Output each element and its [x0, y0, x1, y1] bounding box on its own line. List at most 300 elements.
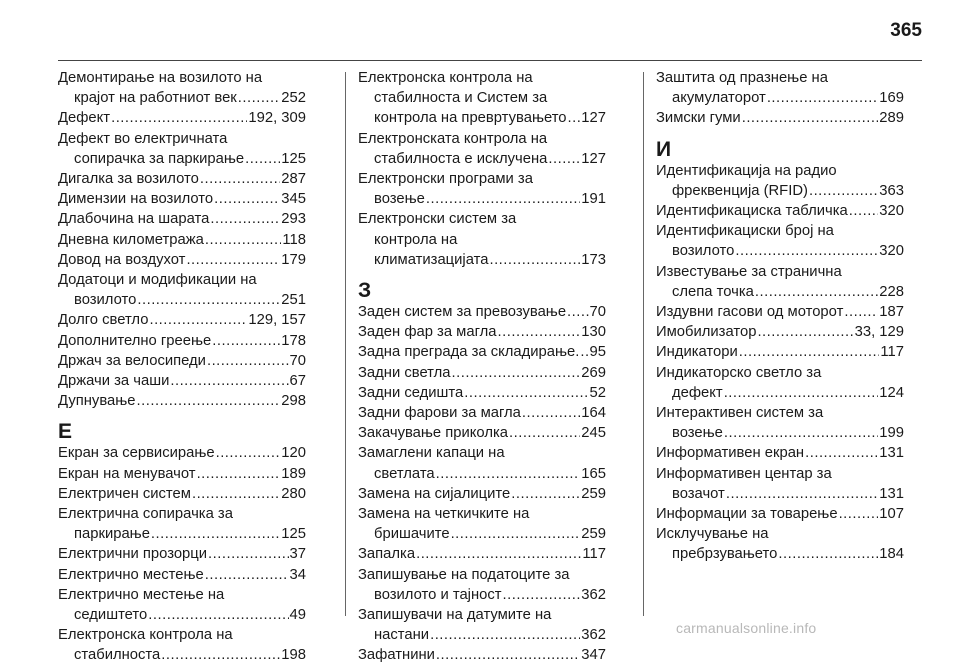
page-reference: 184: [879, 546, 904, 563]
index-column-3: [656, 68, 904, 565]
index-entry: [58, 371, 306, 391]
index-term: паркирање: [74, 526, 150, 543]
index-entry-line: [656, 504, 904, 524]
index-term: Држачи за чаши: [58, 373, 170, 390]
index-entry-line: [656, 302, 904, 322]
index-column-2: [358, 68, 606, 666]
index-term: возилото и тајност: [374, 586, 502, 603]
index-entry-line: [58, 391, 306, 411]
index-entry-line: [358, 423, 606, 443]
index-entry: [358, 129, 606, 169]
dot-leader: [503, 585, 581, 605]
index-entry: [656, 524, 904, 564]
index-entry-line: [358, 189, 606, 209]
index-term: Индикатори: [656, 344, 738, 361]
dot-leader: [509, 423, 580, 443]
index-term: Електрично местење: [58, 566, 204, 583]
index-term: дефект: [672, 384, 723, 401]
index-entry: [358, 645, 606, 665]
index-entry-line: [58, 645, 306, 665]
index-entry: [58, 443, 306, 463]
dot-leader: [844, 302, 878, 322]
index-term: Демонтирање на возилото на: [58, 70, 263, 86]
index-entry: [358, 209, 606, 270]
index-term: Запишување на податоците за: [358, 566, 570, 583]
index-entry: [358, 383, 606, 403]
dot-leader: [580, 342, 588, 362]
index-term: Задни светла: [358, 364, 451, 381]
page-reference: 259: [581, 485, 606, 502]
index-term: Дефект: [58, 110, 111, 127]
index-term: Електричен систем: [58, 485, 191, 502]
dot-leader: [742, 108, 879, 128]
column-divider: [643, 72, 644, 616]
dot-leader: [245, 149, 280, 169]
index-term: Електронски систем за: [358, 211, 517, 228]
page-reference: 251: [281, 292, 306, 309]
index-term: Долго светло: [58, 312, 149, 329]
index-term: Замена на сијалиците: [358, 485, 511, 502]
dot-leader: [755, 282, 878, 302]
dot-leader: [137, 391, 281, 411]
index-term: Издувни гасови од моторот: [656, 304, 844, 321]
index-entry-line: [358, 342, 606, 362]
index-entry-line: [656, 161, 904, 181]
index-entry: [358, 342, 606, 362]
index-term: Замаглени капаци на: [358, 445, 505, 462]
index-term: возење: [672, 425, 723, 442]
index-term: Известување за странична: [656, 263, 842, 280]
index-term: Идентификација на радио: [656, 162, 837, 179]
page-reference: 189: [281, 465, 306, 482]
page-reference: 33, 129: [854, 324, 904, 341]
page-reference: 298: [281, 393, 306, 410]
dot-leader: [161, 645, 280, 665]
index-column-1: [58, 68, 306, 666]
index-entry-line: [58, 108, 306, 128]
page-reference: 49: [289, 607, 306, 624]
page-reference: 173: [581, 251, 606, 268]
page-reference: 293: [281, 211, 306, 228]
dot-leader: [238, 88, 281, 108]
page-reference: 363: [879, 182, 904, 199]
index-entry: [358, 565, 606, 605]
index-entry-line: [58, 443, 306, 463]
index-entry: [58, 565, 306, 585]
dot-leader: [724, 383, 879, 403]
page-reference: 347: [581, 647, 606, 664]
page-reference: 95: [589, 344, 606, 361]
index-entry: [358, 302, 606, 322]
index-term: бришачите: [374, 526, 450, 543]
index-term: Електронската контрола на: [358, 130, 548, 147]
page-reference: 280: [281, 485, 306, 502]
dot-leader: [111, 108, 247, 128]
page-reference: 131: [879, 445, 904, 462]
page-reference: 37: [289, 546, 306, 563]
index-entry: [58, 484, 306, 504]
index-entry-line: [58, 129, 306, 149]
page-reference: 127: [581, 150, 606, 167]
index-entry-line: [656, 544, 904, 564]
index-entry: [58, 331, 306, 351]
index-entry-line: [656, 403, 904, 423]
index-entry: [656, 403, 904, 443]
dot-leader: [192, 484, 280, 504]
index-entry-line: [656, 108, 904, 128]
index-entry: [58, 230, 306, 250]
page-reference: 228: [879, 283, 904, 300]
index-entry: [58, 504, 306, 544]
page-reference: 320: [879, 203, 904, 220]
index-term: Длабочина на шарата: [58, 211, 210, 228]
page-reference: 34: [289, 566, 306, 583]
index-entry-line: [358, 484, 606, 504]
index-term: контрола на: [374, 231, 458, 248]
index-term: Дупнување: [58, 393, 136, 410]
dot-leader: [205, 565, 289, 585]
index-entry: [58, 189, 306, 209]
index-term: Дополнително греење: [58, 332, 212, 349]
dot-leader: [451, 524, 581, 544]
index-entry: [358, 322, 606, 342]
index-term: стабилноста и Систем за: [374, 90, 548, 107]
dot-leader: [548, 149, 580, 169]
dot-leader: [197, 464, 281, 484]
index-term: светлата: [374, 465, 435, 482]
page-reference: 192, 309: [248, 110, 306, 127]
index-entry-line: [58, 524, 306, 544]
section-letter: И: [656, 137, 672, 161]
dot-leader: [767, 88, 878, 108]
index-entry: [656, 322, 904, 342]
index-term: Информативен центар за: [656, 465, 832, 482]
index-term: Држач за велосипеди: [58, 352, 206, 369]
index-entry-line: [358, 230, 606, 250]
index-entry: [58, 544, 306, 564]
index-entry-line: [358, 464, 606, 484]
index-term: сопирачка за паркирање: [74, 150, 245, 167]
index-term: Индикаторско светло за: [656, 364, 822, 381]
index-term: Задни седишта: [358, 384, 464, 401]
index-term: Зимски гуми: [656, 110, 741, 127]
index-entry: [358, 169, 606, 209]
index-term: Електрична сопирачка за: [58, 506, 233, 523]
index-term: Задна преграда за складирање.: [358, 344, 580, 361]
index-entry-line: [58, 484, 306, 504]
page-reference: 320: [879, 243, 904, 260]
index-entry-line: [58, 371, 306, 391]
index-entry: [58, 250, 306, 270]
dot-leader: [426, 189, 580, 209]
page-reference: 117: [582, 546, 606, 563]
index-entry: [358, 484, 606, 504]
dot-leader: [216, 443, 281, 463]
page-reference: 169: [879, 90, 904, 107]
index-entry-line: [358, 149, 606, 169]
index-entry-line: [656, 88, 904, 108]
index-entry-line: [358, 250, 606, 270]
index-term: контрола на превртувањето: [374, 110, 567, 127]
page-reference: 125: [281, 150, 306, 167]
index-term: Запишувачи на датумите на: [358, 607, 552, 624]
column-divider: [345, 72, 346, 616]
dot-leader: [726, 484, 878, 504]
dot-leader: [170, 371, 288, 391]
page-reference: 70: [289, 352, 306, 369]
index-term: пребрзувањето: [672, 546, 778, 563]
dot-leader: [207, 351, 289, 371]
index-entry-line: [656, 221, 904, 241]
index-entry: [58, 351, 306, 371]
page-reference: 127: [581, 110, 606, 127]
page-reference: 164: [581, 405, 606, 422]
index-entry: [58, 169, 306, 189]
page-reference: 67: [289, 373, 306, 390]
index-entry: [58, 209, 306, 229]
dot-leader: [430, 625, 580, 645]
index-entry: [656, 464, 904, 504]
index-term: акумулаторот: [672, 90, 766, 107]
index-entry: [656, 342, 904, 362]
index-term: Идентификациски број на: [656, 223, 834, 240]
index-entry-line: [656, 363, 904, 383]
page-reference: 129, 157: [248, 312, 306, 329]
page-reference: 124: [879, 384, 904, 401]
dot-leader: [214, 189, 280, 209]
page-reference: 52: [589, 384, 606, 401]
index-term: Заштита од празнење на: [656, 70, 828, 86]
index-entry-line: [656, 464, 904, 484]
page-reference: 245: [581, 425, 606, 442]
index-term: Дефект во електричната: [58, 130, 228, 147]
index-term: возење: [374, 191, 425, 208]
page-reference: 362: [581, 627, 606, 644]
page-reference: 289: [879, 110, 904, 127]
index-term: Замена на четкичките на: [358, 506, 530, 523]
index-entry: [656, 161, 904, 201]
dot-leader: [778, 544, 878, 564]
index-term: Електронска контрола на: [58, 627, 233, 644]
index-term: климатизацијата: [374, 251, 489, 268]
index-entry-line: [58, 605, 306, 625]
index-term: возачот: [672, 485, 725, 502]
index-entry-line: [656, 68, 904, 88]
index-entry: [58, 391, 306, 411]
index-term: Исклучување на: [656, 526, 769, 543]
index-entry-line: [656, 484, 904, 504]
index-entry-line: [358, 443, 606, 463]
index-entry: [58, 625, 306, 665]
index-term: Електронска контрола на: [358, 70, 533, 86]
index-entry-line: [358, 544, 606, 564]
page-reference: 345: [281, 191, 306, 208]
index-entry-line: [358, 585, 606, 605]
page-reference: 252: [281, 90, 306, 107]
index-entry-line: [656, 524, 904, 544]
index-term: Дневна километража: [58, 231, 204, 248]
index-entry: [358, 443, 606, 483]
index-entry-line: [358, 302, 606, 322]
page-reference: 118: [282, 231, 306, 248]
page-reference: 187: [879, 304, 904, 321]
index-entry: [656, 68, 904, 108]
section-letter: З: [358, 279, 372, 303]
dot-leader: [805, 443, 878, 463]
index-entry-line: [656, 262, 904, 282]
page-reference: 191: [581, 191, 606, 208]
index-entry-line: [656, 201, 904, 221]
dot-leader: [464, 383, 588, 403]
index-entry: [656, 302, 904, 322]
index-term: Екран на менувачот: [58, 465, 196, 482]
index-entry-line: [656, 342, 904, 362]
index-entry-line: [58, 189, 306, 209]
index-entry: [656, 504, 904, 524]
page-number: 365: [890, 20, 922, 41]
index-entry: [358, 544, 606, 564]
index-entry-line: [358, 88, 606, 108]
index-term: стабилноста: [74, 647, 161, 664]
index-term: Заден фар за магла: [358, 324, 497, 341]
page-reference: 362: [581, 586, 606, 603]
index-entry-line: [58, 250, 306, 270]
index-entry-line: [58, 625, 306, 645]
index-entry-line: [58, 88, 306, 108]
index-entry: [58, 464, 306, 484]
index-entry-line: [58, 149, 306, 169]
page-reference: 179: [281, 251, 306, 268]
page-reference: 125: [281, 526, 306, 543]
index-term: настани: [374, 627, 430, 644]
dot-leader: [200, 169, 280, 189]
dot-leader: [839, 504, 879, 524]
index-entry-line: [656, 241, 904, 261]
page-reference: 107: [879, 506, 904, 523]
index-entry: [656, 363, 904, 403]
index-entry: [58, 129, 306, 169]
index-term: Електрични прозорци: [58, 546, 208, 563]
index-term: седиштето: [74, 607, 148, 624]
index-entry-line: [58, 230, 306, 250]
dot-leader: [205, 230, 282, 250]
dot-leader: [568, 108, 581, 128]
dot-leader: [739, 342, 880, 362]
dot-leader: [436, 645, 580, 665]
index-entry-line: [58, 209, 306, 229]
dot-leader: [724, 423, 878, 443]
index-entry-line: [58, 290, 306, 310]
dot-leader: [186, 250, 280, 270]
index-entry: [358, 423, 606, 443]
index-entry: [656, 201, 904, 221]
index-entry-line: [656, 423, 904, 443]
index-term: Закачување приколка: [358, 425, 508, 442]
index-entry-line: [58, 270, 306, 290]
page-reference: 165: [581, 465, 606, 482]
page-reference: 130: [581, 324, 606, 341]
dot-leader: [210, 209, 280, 229]
index-term: слепа точка: [672, 283, 754, 300]
index-entry-line: [358, 322, 606, 342]
index-entry-line: [358, 363, 606, 383]
index-entry-line: [58, 68, 306, 88]
index-entry-line: [358, 645, 606, 665]
index-entry-line: [656, 282, 904, 302]
index-entry-line: [58, 351, 306, 371]
index-term: Информативен екран: [656, 445, 805, 462]
index-entry: [58, 585, 306, 625]
index-term: стабилноста е исклучена: [374, 150, 548, 167]
index-term: Задни фарови за магла: [358, 405, 521, 422]
page-reference: 178: [281, 332, 306, 349]
dot-leader: [522, 403, 580, 423]
page-reference: 70: [589, 304, 606, 321]
index-entry-line: [58, 544, 306, 564]
index-term: Информации за товарење: [656, 506, 838, 523]
index-term: Димензии на возилото: [58, 191, 214, 208]
index-term: Идентификациска табличка: [656, 203, 848, 220]
index-entry: [358, 504, 606, 544]
index-entry: [358, 68, 606, 129]
index-term: крајот на работниот век: [74, 90, 237, 107]
index-term: Екран за сервисирање: [58, 445, 215, 462]
index-entry-line: [58, 565, 306, 585]
dot-leader: [416, 544, 581, 564]
dot-leader: [735, 241, 878, 261]
dot-leader: [567, 302, 588, 322]
page-reference: 287: [281, 171, 306, 188]
dot-leader: [809, 181, 878, 201]
section-letter: Е: [58, 420, 73, 444]
dot-leader: [849, 201, 879, 221]
index-entry: [656, 108, 904, 128]
index-entry: [58, 310, 306, 330]
dot-leader: [212, 331, 280, 351]
index-entry-line: [58, 464, 306, 484]
page-reference: 269: [581, 364, 606, 381]
index-entry: [656, 221, 904, 261]
page-reference: 199: [879, 425, 904, 442]
index-entry-line: [58, 310, 306, 330]
index-term: Имобилизатор: [656, 324, 757, 341]
index-entry-line: [358, 565, 606, 585]
index-entry: [58, 270, 306, 310]
dot-leader: [208, 544, 289, 564]
dot-leader: [489, 250, 580, 270]
dot-leader: [757, 322, 853, 342]
dot-leader: [452, 363, 581, 383]
index-term: возилото: [672, 243, 735, 260]
index-entry-line: [656, 383, 904, 403]
index-entry-line: [358, 383, 606, 403]
index-entry-line: [656, 443, 904, 463]
index-term: Заден систем за превозување: [358, 304, 567, 321]
page-reference: 198: [281, 647, 306, 664]
index-term: Додатоци и модификации на: [58, 272, 257, 289]
index-entry-line: [358, 169, 606, 189]
index-term: Довод на воздухот: [58, 251, 186, 268]
index-entry-line: [358, 209, 606, 229]
index-entry-line: [58, 331, 306, 351]
index-entry: [656, 443, 904, 463]
watermark: carmanualsonline.info: [676, 620, 817, 636]
index-entry-line: [358, 605, 606, 625]
index-entry: [358, 363, 606, 383]
index-entry-line: [358, 108, 606, 128]
index-term: Дигалка за возилото: [58, 171, 199, 188]
index-term: Интерактивен систем за: [656, 405, 824, 422]
